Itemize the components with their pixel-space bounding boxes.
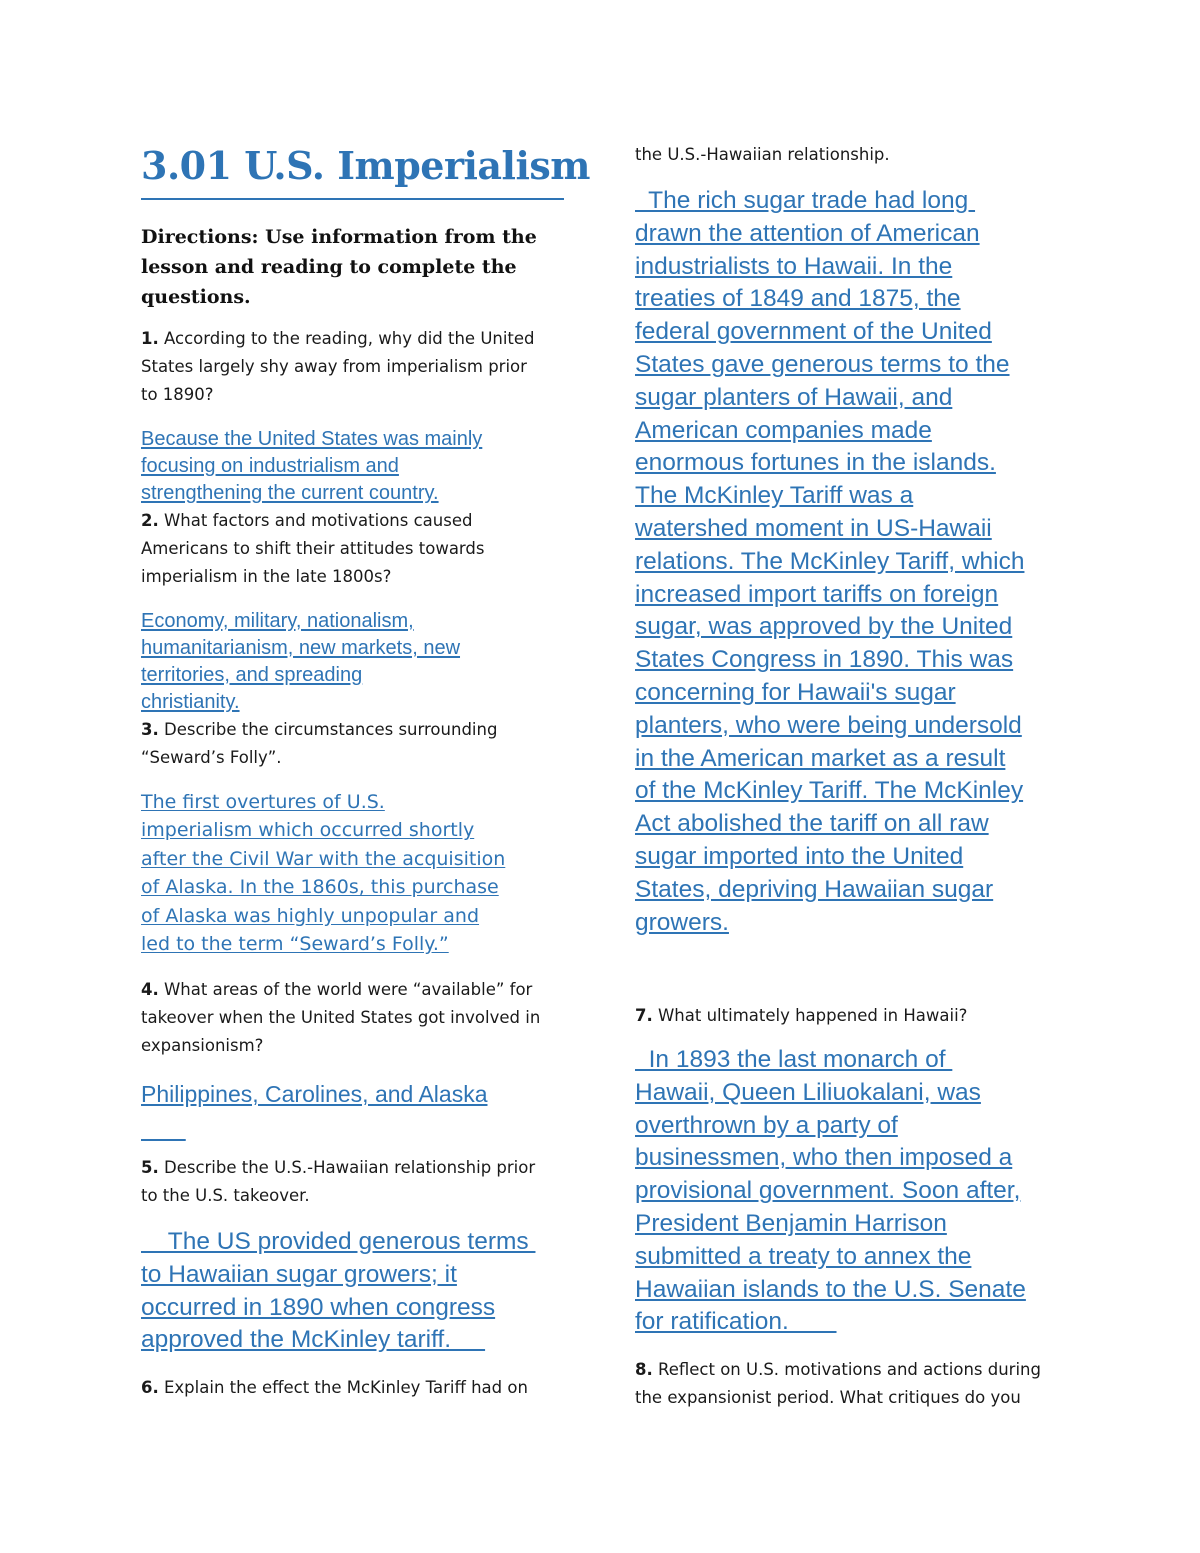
- question-number: 1.: [141, 329, 159, 348]
- question-2: [141, 507, 485, 591]
- answer-line: drawn the attention of American: [635, 219, 980, 247]
- question-text: States largely shy away from imperialism prior: [141, 357, 527, 376]
- question-number: 8.: [635, 1360, 653, 1379]
- question-4: [141, 976, 540, 1060]
- question-6-continued: [635, 141, 890, 169]
- answer-line: Economy, military, nationalism,: [141, 610, 414, 632]
- answer-line: The McKinley Tariff was a: [635, 482, 914, 510]
- question-number: 6.: [141, 1378, 159, 1397]
- answer-6[interactable]: [635, 185, 1024, 939]
- answer-line: after the Civil War with the acquisition: [141, 847, 506, 870]
- answer-line: Act abolished the tariff on all raw: [635, 810, 989, 838]
- answer-line: of the McKinley Tariff. The McKinley: [635, 777, 1024, 805]
- answer-line: planters, who were being undersold: [635, 711, 1022, 739]
- answer-line: to Hawaiian sugar growers; it: [141, 1260, 457, 1288]
- question-text: What ultimately happened in Hawaii?: [652, 1006, 968, 1025]
- question-text: expansionism?: [141, 1036, 264, 1055]
- answer-line: Hawaii, Queen Liliuokalani, was: [635, 1078, 981, 1106]
- answer-line: American companies made: [635, 416, 932, 444]
- answer-line: Philippines, Carolines, and Alaska: [141, 1081, 488, 1107]
- answer-3[interactable]: [141, 788, 505, 958]
- answer-line: Because the United States was mainly: [141, 428, 483, 450]
- question-text: Americans to shift their attitudes towards: [141, 539, 485, 558]
- question-number: 7.: [635, 1006, 653, 1025]
- answer-line: The rich sugar trade had long: [635, 187, 976, 214]
- answer-line: federal government of the United: [635, 318, 992, 346]
- question-5: [141, 1154, 535, 1210]
- question-text: to the U.S. takeover.: [141, 1186, 310, 1205]
- answer-line: territories, and spreading: [141, 664, 363, 686]
- page-title: 3.01 U.S. Imperialism: [141, 140, 564, 200]
- answer-line: christianity.: [141, 691, 240, 713]
- question-text: What areas of the world were “available” for: [158, 980, 533, 999]
- directions-line: questions.: [141, 286, 251, 308]
- answer-line: imperialism which occurred shortly: [141, 819, 475, 842]
- question-1: [141, 325, 535, 409]
- answer-5[interactable]: [141, 1226, 535, 1357]
- question-text: imperialism in the late 1800s?: [141, 567, 392, 586]
- answer-line: watershed moment in US-Hawaii: [635, 514, 992, 542]
- answer-line: of Alaska was highly unpopular and: [141, 904, 480, 927]
- answer-line: States, depriving Hawaiian sugar: [635, 875, 994, 903]
- answer-line: sugar imported into the United: [635, 842, 964, 870]
- answer-line: concerning for Hawaii's sugar: [635, 678, 956, 706]
- question-text: What factors and motivations caused: [158, 511, 473, 530]
- question-6: [141, 1374, 528, 1402]
- answer-line: States Congress in 1890. This was: [635, 646, 1014, 674]
- answer-line: Hawaiian islands to the U.S. Senate: [635, 1275, 1026, 1303]
- answer-line: The first overtures of U.S.: [141, 791, 385, 813]
- answer-line: The US provided generous terms: [141, 1228, 536, 1255]
- answer-line: of Alaska. In the 1860s, this purchase: [141, 876, 499, 899]
- answer-line: provisional government. Soon after,: [635, 1177, 1021, 1205]
- question-number: 5.: [141, 1158, 159, 1177]
- answer-line: businessmen, who then imposed a: [635, 1144, 1013, 1172]
- question-number: 2.: [141, 511, 159, 530]
- answer-1[interactable]: [141, 426, 482, 507]
- answer-line: humanitarianism, new markets, new: [141, 637, 461, 659]
- question-3: [141, 716, 497, 772]
- answer-line: In 1893 the last monarch of: [635, 1046, 953, 1073]
- answer-line: enormous fortunes in the islands.: [635, 449, 996, 477]
- question-text: Explain the effect the McKinley Tariff had on: [158, 1378, 528, 1397]
- answer-2[interactable]: [141, 608, 460, 716]
- answer-7[interactable]: [635, 1044, 1026, 1339]
- answer-line: treaties of 1849 and 1875, the: [635, 285, 961, 313]
- question-text: the U.S.-Hawaiian relationship.: [635, 145, 890, 164]
- answer-line: led to the term “Seward’s Folly.”: [141, 933, 449, 956]
- answer-line: sugar planters of Hawaii, and: [635, 383, 953, 411]
- question-text: Reflect on U.S. motivations and actions during: [652, 1360, 1041, 1379]
- directions-line: Directions: Use information from the: [141, 226, 537, 248]
- answer-line: industrialists to Hawaii. In the: [635, 252, 953, 280]
- question-8: [635, 1356, 1041, 1412]
- question-text: According to the reading, why did the United: [158, 329, 535, 348]
- answer-4[interactable]: [141, 1077, 487, 1147]
- answer-line: President Benjamin Harrison: [635, 1209, 947, 1237]
- question-7: [635, 1002, 967, 1030]
- directions: [141, 222, 561, 312]
- answer-line: in the American market as a result: [635, 744, 1006, 772]
- answer-line: submitted a treaty to annex the: [635, 1242, 972, 1270]
- directions-line: lesson and reading to complete the: [141, 256, 517, 278]
- question-text: Describe the circumstances surrounding: [158, 720, 498, 739]
- answer-line: occurred in 1890 when congress: [141, 1293, 496, 1321]
- answer-line: [141, 1112, 487, 1147]
- question-text: to 1890?: [141, 385, 214, 404]
- answer-line: sugar, was approved by the United: [635, 613, 1013, 641]
- question-number: 4.: [141, 980, 159, 999]
- answer-line: focusing on industrialism and: [141, 455, 399, 477]
- answer-line: growers.: [635, 908, 729, 936]
- answer-line: for ratification.: [635, 1308, 837, 1336]
- answer-line: relations. The McKinley Tariff, which: [635, 547, 1025, 575]
- answer-line: States gave generous terms to the: [635, 350, 1010, 378]
- answer-line: strengthening the current country.: [141, 482, 439, 504]
- question-text: “Seward’s Folly”.: [141, 748, 282, 767]
- question-text: takeover when the United States got involved in: [141, 1008, 541, 1027]
- question-text: Describe the U.S.-Hawaiian relationship prior: [158, 1158, 536, 1177]
- question-text: the expansionist period. What critiques do you: [635, 1388, 1021, 1407]
- answer-line: approved the McKinley tariff.: [141, 1326, 486, 1354]
- answer-line: overthrown by a party of: [635, 1111, 898, 1139]
- answer-line: increased import tariffs on foreign: [635, 580, 999, 608]
- question-number: 3.: [141, 720, 159, 739]
